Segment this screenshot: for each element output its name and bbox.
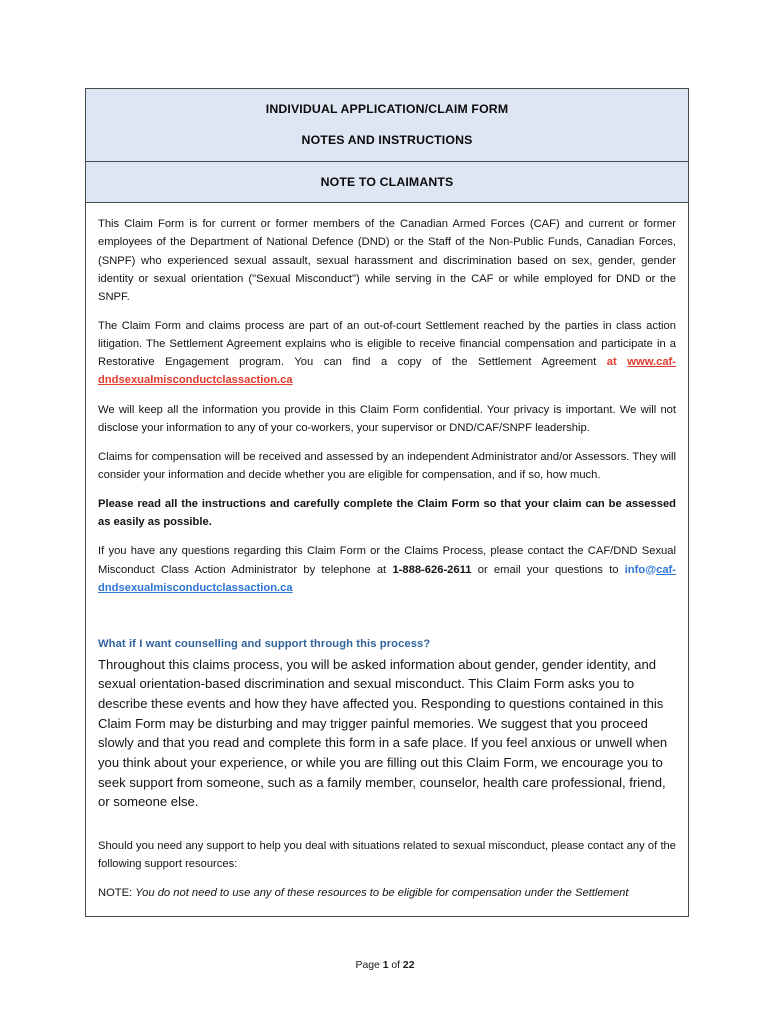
notice-table — [85, 88, 689, 917]
paragraph-support-resources: Should you need any support to help you deal with situations related to sexual misconduct, please contact any of the following support resources: — [98, 839, 676, 871]
paragraph-assessment: Claims for compensation will be received and assessed by an independent Administrator and/or Assessors. They will consider your information and decide whether you are eligible for compensation, and if so, how much. — [98, 450, 676, 481]
administrator-phone-number: 1-888-626-2611 — [392, 563, 472, 576]
paragraph-eligibility: This Claim Form is for current or former members of the Canadian Armed Forces (CAF) and current or former employees of the Department of National Defence (DND) or the Staff of the Non-Public Funds, Canadian Forces, (SNPF) who experienced sexual assault, sexual harassment and discrimination based on sex, gender, gender identity or sexual orientation ("Sexual Misconduct") while serving in the CAF or while employed for DND or the SNPF. — [98, 218, 676, 303]
form-title-line-1: INDIVIDUAL APPLICATION/CLAIM FORM — [265, 102, 509, 116]
note-text: You do not need to use any of these resources to be eligible for compensation under the Settlement — [135, 887, 629, 900]
note-label: NOTE: — [98, 887, 133, 900]
form-title-line-2: NOTES AND INSTRUCTIONS — [301, 133, 473, 148]
administrator-email-link[interactable]: caf-dndsexualmisconductclassaction.ca — [98, 563, 677, 594]
vertical-spacer — [98, 608, 676, 638]
paragraph-contact-text-2: or email your questions to — [477, 563, 619, 576]
table-subheader-row — [86, 162, 688, 203]
paragraph-settlement-at: at — [606, 356, 617, 369]
vertical-spacer-small — [98, 823, 676, 837]
footer-page-number: 1 — [382, 960, 389, 971]
administrator-email-prefix: info@ — [624, 563, 657, 576]
paragraph-contact-text-1: If you have any questions regarding this Claim Form or the Claims Process, please contact the CAF/DND Sexual Misconduct Class Action Administrator by telephone at — [98, 545, 676, 576]
paragraph-settlement — [98, 317, 676, 390]
table-body-row — [86, 203, 688, 916]
settlement-website-link[interactable]: www.caf-dndsexualmisconductclassaction.ca — [98, 356, 676, 387]
footer-page-word: Page — [355, 960, 380, 971]
paragraph-contact — [98, 542, 676, 596]
footer-of-word: of — [391, 960, 401, 971]
paragraph-read-instructions: Please read all the instructions and carefully complete the Claim Form so that your claim can be assessed as easily as possible. — [98, 498, 676, 529]
footer-total-pages: 22 — [402, 960, 415, 971]
counselling-section-heading: What if I want counselling and support through this process? — [98, 637, 431, 650]
paragraph-settlement-text: The Claim Form and claims process are part of an out-of-court Settlement reached by the parties in class action litigation. The Settlement Agreement explains who is eligible to receive financial compensation and participate in a Restorative Engagement program. You can find a copy of the Settlement Agreement — [98, 319, 676, 369]
page-footer — [0, 960, 770, 971]
note-to-claimants-heading: NOTE TO CLAIMANTS — [320, 175, 454, 190]
paragraph-privacy: We will keep all the information you provide in this Claim Form confidential. Your privacy is important. We will not disclose your information to any of your co-workers, your supervisor or DND/CAF/SNPF leadership. — [98, 403, 676, 434]
table-header-row — [86, 89, 688, 162]
paragraph-note — [98, 884, 676, 902]
paragraph-counselling-intro: Throughout this claims process, you will be asked information about gender, gender identity, and sexual orientation-based discrimination and sexual misconduct. This Claim Form asks you to describe these events and how they have affected you. Responding to questions contained in this Claim Form may be disturbing and may trigger painful memories. We suggest that you proceed slowly and that you read and complete this form in a safe place. If you feel anxious or unwell when you think about your experience, or while you are filling out this Claim Form, we encourage you to seek support from someone, such as a family member, counselor, health care professional, friend, or someone else. — [98, 656, 668, 810]
